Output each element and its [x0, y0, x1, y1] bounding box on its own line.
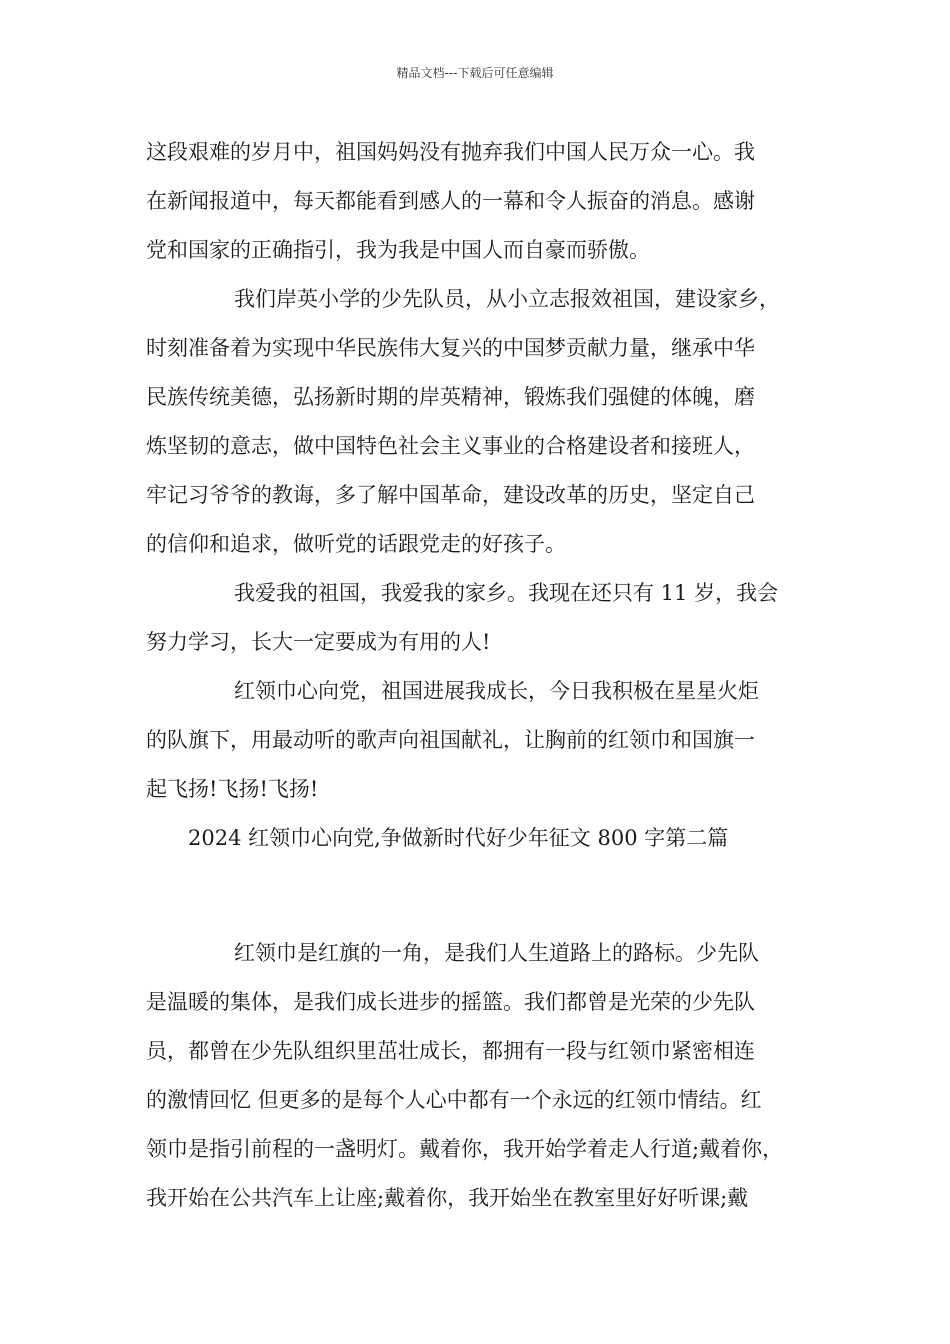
text-line: 党和国家的正确指引，我为我是中国人而自豪而骄傲。 [146, 238, 650, 262]
text-line: 这段艰难的岁月中，祖国妈妈没有抛弃我们中国人民万众一心。我 [146, 140, 755, 164]
text-line: 在新闻报道中，每天都能看到感人的一幕和令人振奋的消息。感谢 [146, 189, 755, 213]
text-line: 时刻准备着为实现中华民族伟大复兴的中国梦贡献力量，继承中华 [146, 336, 755, 360]
section-gap [146, 863, 826, 929]
paragraph-start: 红领巾是红旗的一角，是我们人生道路上的路标。少先队 [234, 941, 759, 965]
text-line: 炼坚韧的意志，做中国特色社会主义事业的合格建设者和接班人， [146, 434, 755, 458]
text-line: 领巾是指引前程的一盏明灯。戴着你，我开始学着走人行道;戴着你， [146, 1137, 784, 1161]
paragraph-start: 我们岸英小学的少先队员，从小立志报效祖国，建设家乡， [234, 287, 780, 311]
text-line: 的激情回忆 但更多的是每个人心中都有一个永远的红领巾情结。红 [146, 1088, 762, 1112]
text-line: 民族传统美德，弘扬新时期的岸英精神，锻炼我们强健的体魄，磨 [146, 385, 755, 409]
section-title: 2024 红领巾心向党,争做新时代好少年征文 800 字第二篇 [188, 826, 729, 850]
text-line: 努力学习，长大一定要成为有用的人! [146, 630, 491, 654]
paragraph-start: 我爱我的祖国，我爱我的家乡。我现在还只有 11 岁，我会 [234, 581, 779, 605]
paragraph-start: 红领巾心向党，祖国进展我成长，今日我积极在星星火炬 [234, 679, 759, 703]
text-line: 是温暖的集体，是我们成长进步的摇篮。我们都曾是光荣的少先队 [146, 990, 755, 1014]
document-body [146, 128, 826, 1223]
text-line: 我开始在公共汽车上让座;戴着你，我开始坐在教室里好好听课;戴 [146, 1186, 749, 1210]
text-line: 起飞扬!飞扬!飞扬! [146, 777, 319, 801]
text-line: 员，都曾在少先队组织里茁壮成长，都拥有一段与红领巾紧密相连 [146, 1039, 755, 1063]
page-header: 精品文档---下载后可任意编辑 [396, 66, 554, 80]
text-line: 的队旗下，用最动听的歌声向祖国献礼，让胸前的红领巾和国旗一 [146, 728, 755, 752]
text-line: 的信仰和追求，做听党的话跟党走的好孩子。 [146, 532, 566, 556]
text-line: 牢记习爷爷的教诲，多了解中国革命，建设改革的历史，坚定自己 [146, 483, 755, 507]
